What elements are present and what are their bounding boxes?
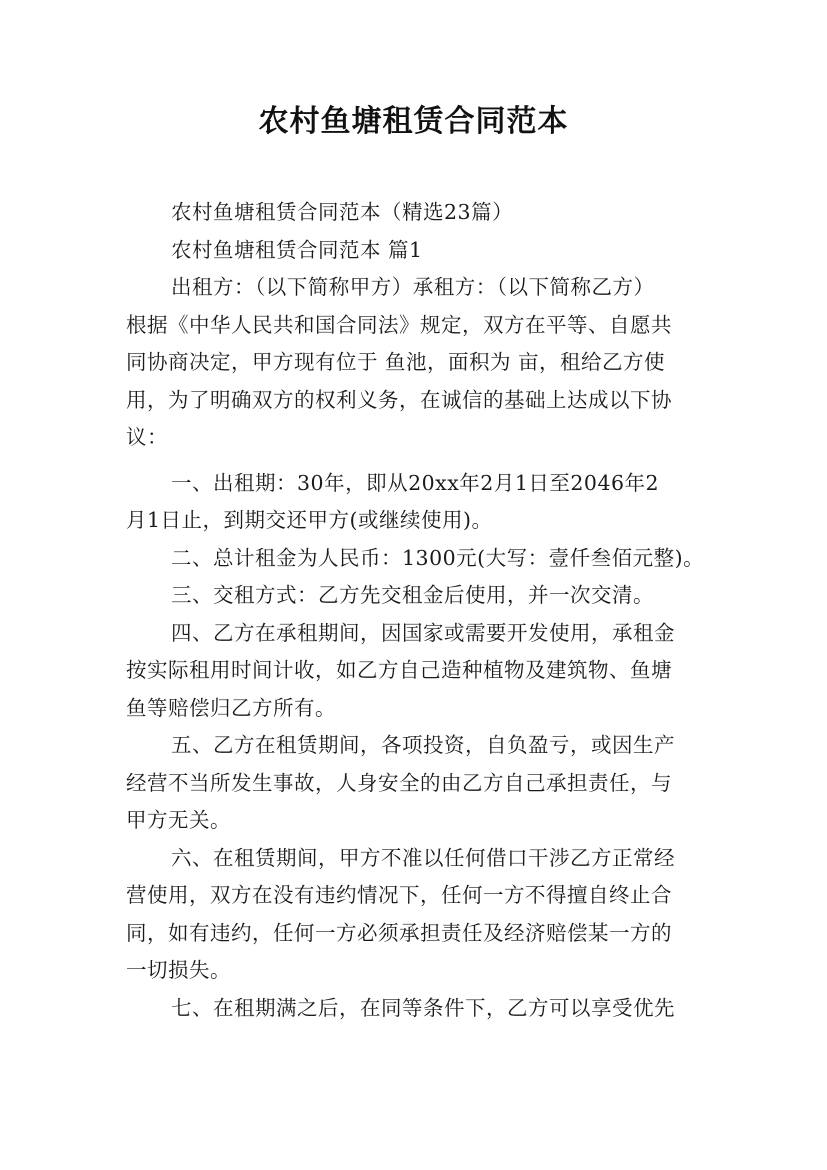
body-line: 议：: [126, 425, 168, 449]
body-line: 一切损失。: [126, 958, 231, 982]
body-line: 同协商决定，甲方现有位于 鱼池，面积为 亩，租给乙方使: [126, 350, 666, 374]
body-line: 农村鱼塘租赁合同范本（精选23篇）: [171, 200, 514, 224]
body-line: 月1日止，到期交还甲方(或继续使用)。: [126, 508, 493, 532]
body-line: 六、在租赁期间，甲方不准以任何借口干涉乙方正常经: [171, 845, 675, 870]
body-line: 五、乙方在租赁期间，各项投资，自负盈亏，或因生产: [171, 733, 675, 757]
body-line: 四、乙方在承租期间，因国家或需要开发使用，承租金: [171, 620, 675, 645]
body-line: 三、交租方式：乙方先交租金后使用，并一次交清。: [171, 583, 654, 607]
body-line: 七、在租期满之后，在同等条件下，乙方可以享受优先: [171, 995, 675, 1020]
body-line: 根据《中华人民共和国合同法》规定，双方在平等、自愿共: [126, 312, 672, 337]
body-line: 同，如有违约，任何一方必须承担责任及经济赔偿某一方的: [126, 920, 672, 945]
body-line: 按实际租用时间计收，如乙方自己造种植物及建筑物、鱼塘: [126, 658, 672, 682]
body-line: 农村鱼塘租赁合同范本 篇1: [171, 237, 423, 262]
body-line: 一、出租期：30年，即从20xx年2月1日至2046年2: [171, 470, 660, 495]
body-line: 用，为了明确双方的权利义务，在诚信的基础上达成以下协: [126, 387, 672, 412]
body-line: 营使用，双方在没有违约情况下，任何一方不得擅自终止合: [126, 883, 672, 907]
body-line: 二、总计租金为人民币：1300元(大写：壹仟叁佰元整)。: [171, 545, 705, 570]
body-line: 甲方无关。: [126, 808, 231, 832]
document-title: 农村鱼塘租赁合同范本: [258, 104, 569, 139]
body-line: 经营不当所发生事故，人身安全的由乙方自己承担责任，与: [126, 770, 672, 795]
document-body: [126, 194, 708, 1027]
body-line: 鱼等赔偿归乙方所有。: [126, 695, 336, 720]
body-line: 出租方：（以下简称甲方）承租方：（以下简称乙方）: [171, 275, 655, 299]
